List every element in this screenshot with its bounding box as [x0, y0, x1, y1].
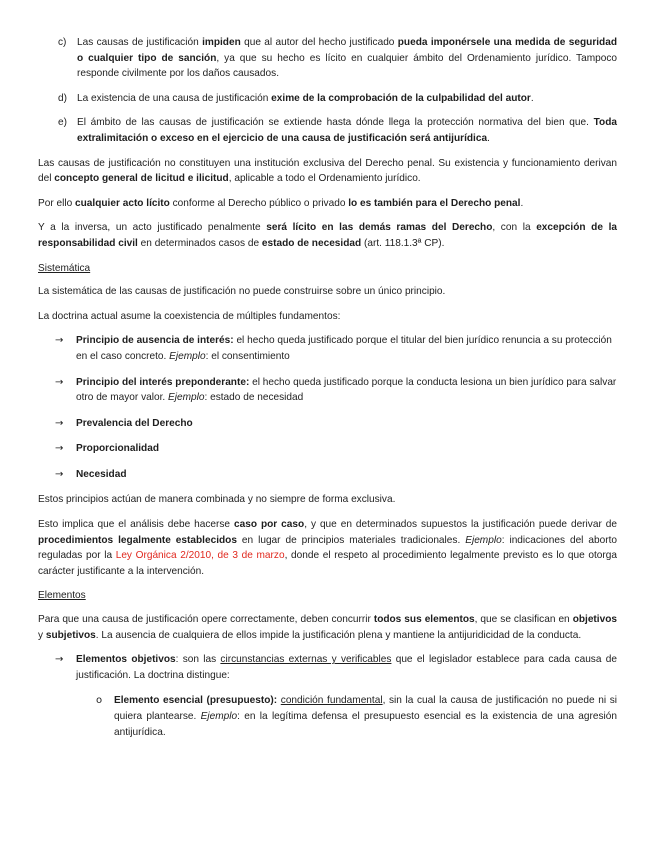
circle-bullet-icon: o [96, 695, 103, 707]
italic-text: Ejemplo [200, 711, 238, 722]
arrow-right-icon: → [55, 468, 64, 480]
bold-text: Principio de ausencia de interés: [76, 335, 234, 347]
bold-text: Proporcionalidad [76, 443, 160, 455]
bold-text: excepción de la responsabilidad civil [38, 222, 617, 249]
list-item-d: d) La existencia de una causa de justificación exime de la comprobación de la culpabilidad del autor. [38, 91, 617, 107]
elementos-objetivos-item: → Elementos objetivos: son las circunstancias externas y verificables que el legislador establece para cada causa de justificación. La doctrina distingue: [55, 654, 617, 681]
bold-text: pueda imponérsele una medida de seguridad o cualquier tipo de sanción [77, 37, 617, 64]
principle-ausencia-interes: → Principio de ausencia de interés: el hecho queda justificado porque el titular del bien jurídico renuncia a su protección en el caso concreto. Ejemplo: el consentimiento [55, 335, 612, 362]
arrow-right-icon: → [55, 654, 64, 666]
paragraph-inversa: Y a la inversa, un acto justificado penalmente será lícito en las demás ramas del Derecho, con la excepción de la responsabilidad civil en determinados casos de estado de necesidad (art. 118.1.3ª CP). [38, 222, 617, 249]
arrow-right-icon: → [55, 376, 64, 388]
bold-text: objetivos [572, 614, 617, 626]
paragraph-sistematica: La sistemática de las causas de justificación no puede construirse sobre un único principio. [38, 286, 446, 298]
bold-text: subjetivos [45, 629, 96, 641]
paragraph-licitud: Las causas de justificación no constituyen una institución exclusiva del Derecho penal. Su existencia y funcionamiento derivan del concepto general de licitud e ilicitud, aplicable a todo el Ordenamiento jurídico. [38, 157, 617, 185]
paragraph-elementos: Para que una causa de justificación opere correctamente, deben concurrir todos sus elementos, que se clasifican en objetivos y subjetivos. La ausencia de cualquiera de ellos impide la justificación plena y mantiene la antijuridicidad de la conducta. [38, 614, 617, 641]
paragraph-principios: Estos principios actúan de manera combinada y no siempre de forma exclusiva. [38, 494, 396, 506]
italic-text: Ejemplo [465, 534, 502, 546]
principle-proporcionalidad [38, 441, 617, 457]
bold-text: Prevalencia del Derecho [76, 417, 193, 429]
bold-text: Necesidad [76, 468, 127, 480]
legal-reference-link[interactable]: Ley Orgánica 2/2010, de 3 de marzo [115, 550, 285, 562]
bold-text: concepto general de licitud e ilicitud [54, 173, 229, 185]
principle-interes-preponderante: → Principio del interés preponderante: el hecho queda justificado porque la conducta lesiona un bien jurídico para salvar otro de mayor valor. Ejemplo: estado de necesidad [55, 376, 617, 404]
bold-text: Principio del interés preponderante: [76, 376, 250, 388]
bold-text: lo es también para el Derecho penal [348, 197, 521, 209]
elemento-esencial-item: o Elemento esencial (presupuesto): condición fundamental, sin la cual la causa de justificación no puede ni si quiera plantearse. Ejemplo: en la legítima defensa el presupuesto esencial es la existencia de una agresión antijurídica. [96, 695, 617, 738]
section-heading-elementos: Elementos [38, 590, 86, 602]
paragraph-acto-licito: Por ello cualquier acto lícito conforme al Derecho público o privado lo es también para el Derecho penal. [38, 197, 524, 209]
principle-prevalencia-derecho [38, 416, 617, 432]
paragraph-caso-por-caso: Esto implica que el análisis debe hacerse caso por caso, y que en determinados supuestos la justificación puede derivar de procedimientos legalmente establecidos en lugar de principios materiales tradicionales. Ejemplo: indicaciones del aborto reguladas por la Ley Orgánica 2/2010, de 3 de marzo, donde el respeto al procedimiento legalmente previsto es lo que otorga carácter justificante a la intervención. [38, 519, 617, 577]
bold-text: impiden [202, 37, 241, 48]
bold-text: todos sus elementos [373, 614, 475, 626]
list-item-c: c) Las causas de justificación impiden que al autor del hecho justificado pueda imponérsele una medida de seguridad o cualquier tipo de sanción, ya que su hecho es lícito en cualquier ámbito del Ordenamiento jurídico. Tampoco responde civilmente por los daños causados. [58, 37, 617, 80]
underlined-text: condición fundamental [280, 695, 383, 707]
bold-text: Elemento esencial (presupuesto): [114, 695, 278, 707]
bold-text: cualquier acto lícito [75, 197, 170, 209]
italic-text: Ejemplo [168, 392, 205, 404]
list-marker: e) [58, 117, 67, 129]
arrow-right-icon: → [55, 443, 64, 455]
principle-necesidad [38, 467, 617, 483]
italic-text: Ejemplo [169, 350, 206, 362]
list-marker: c) [58, 37, 67, 48]
list-item-e: e) El ámbito de las causas de justificación se extiende hasta dónde llega la protección normativa del bien que. Toda extralimitación o exceso en el ejercicio de una causa de justificación será antijurídica. [58, 117, 617, 144]
bold-text: será lícito en las demás ramas del Derecho [266, 222, 493, 234]
bold-text: estado de necesidad [261, 237, 362, 249]
bold-text: caso por caso [234, 519, 305, 531]
underlined-text: circunstancias externas y verificables [220, 654, 392, 666]
bold-text: Toda extralimitación o exceso en el ejercicio de una causa de justificación será antijurídica [77, 117, 617, 144]
section-heading-sistematica: Sistemática [38, 262, 91, 274]
arrow-right-icon: → [55, 335, 64, 347]
list-marker: d) [58, 92, 67, 104]
paragraph-doctrina: La doctrina actual asume la coexistencia de múltiples fundamentos: [38, 310, 341, 322]
arrow-right-icon: → [55, 417, 64, 429]
bold-text: exime de la comprobación de la culpabilidad del autor [271, 92, 531, 104]
bold-text: procedimientos legalmente establecidos [38, 534, 237, 546]
bold-text: Elementos objetivos [76, 654, 176, 666]
